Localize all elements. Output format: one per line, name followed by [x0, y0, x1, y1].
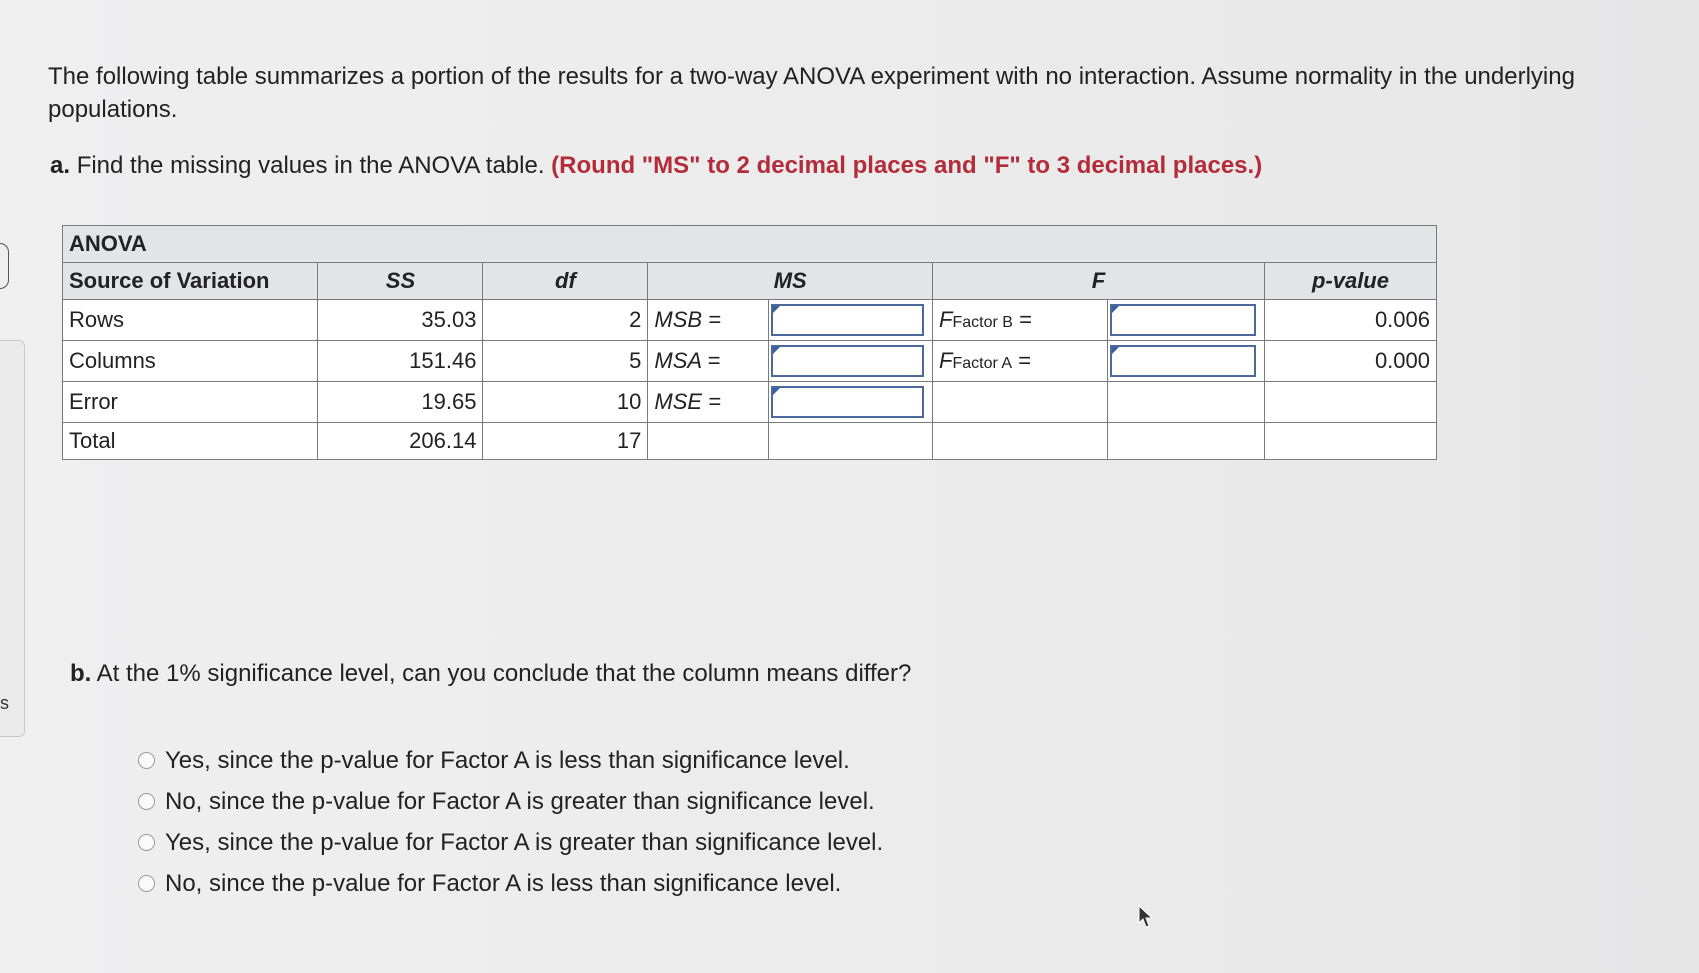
row-ss: 151.46	[318, 341, 483, 382]
empty-cell	[1108, 423, 1265, 460]
row-df: 5	[483, 341, 648, 382]
empty-cell	[933, 423, 1108, 460]
row-source: Total	[63, 423, 318, 460]
part-a-text: Find the missing values in the ANOVA table.	[76, 152, 545, 179]
f-factor-b-label: FFactor B =	[933, 300, 1108, 341]
header-f: F	[933, 263, 1265, 300]
radio-button[interactable]	[138, 834, 155, 851]
f-factor-a-label: FFactor A =	[933, 341, 1108, 382]
header-ss: SS	[318, 263, 483, 300]
table-header-row	[63, 263, 1437, 300]
empty-cell	[769, 423, 933, 460]
answer-option-label: No, since the p-value for Factor A is greater than significance level.	[165, 787, 875, 815]
row-p-value: 0.000	[1264, 341, 1436, 382]
empty-cell	[1264, 382, 1436, 423]
header-source: Source of Variation	[63, 263, 318, 300]
mouse-pointer-icon	[1138, 905, 1156, 929]
table-row-rows	[63, 300, 1437, 341]
anova-table	[62, 225, 1437, 460]
table-row-total	[63, 423, 1437, 460]
row-df: 17	[483, 423, 648, 460]
row-df: 10	[483, 382, 648, 423]
part-a-label: a.	[50, 152, 71, 179]
answer-option[interactable]	[138, 863, 883, 904]
row-source: Rows	[63, 300, 318, 341]
table-title-row	[63, 226, 1437, 263]
f-factor-b-input[interactable]	[1110, 304, 1256, 336]
answer-option-label: Yes, since the p-value for Factor A is less than significance level.	[165, 746, 850, 774]
table-row-columns	[63, 341, 1437, 382]
mse-input[interactable]	[771, 386, 924, 418]
answer-option[interactable]	[138, 740, 883, 781]
row-source: Columns	[63, 341, 318, 382]
msb-label: MSB =	[648, 300, 769, 341]
msa-label: MSA =	[648, 341, 769, 382]
row-ss: 206.14	[318, 423, 483, 460]
header-p-value: p-value	[1264, 263, 1436, 300]
table-title: ANOVA	[63, 226, 1437, 263]
row-df: 2	[483, 300, 648, 341]
table-row-error	[63, 382, 1437, 423]
answer-option[interactable]	[138, 781, 883, 822]
left-tab-letter: s	[0, 693, 9, 713]
radio-button[interactable]	[138, 752, 155, 769]
header-df: df	[483, 263, 648, 300]
empty-cell	[933, 382, 1108, 423]
part-b-label: b.	[70, 660, 92, 687]
empty-cell	[1108, 382, 1265, 423]
question-intro: The following table summarizes a portion of the results for a two-way ANOVA experiment with no interaction. Assume normality in the underlying populations.	[48, 63, 1575, 123]
part-b-prompt	[70, 660, 911, 688]
answer-options	[138, 740, 883, 904]
part-a-rounding: (Round "MS" to 2 decimal places and "F" to 3 decimal places.)	[551, 152, 1263, 179]
row-p-value: 0.006	[1264, 300, 1436, 341]
empty-cell	[648, 423, 769, 460]
row-source: Error	[63, 382, 318, 423]
radio-button[interactable]	[138, 875, 155, 892]
empty-cell	[1264, 423, 1436, 460]
msa-input[interactable]	[771, 345, 924, 377]
part-a-prompt	[50, 152, 1262, 180]
answer-option-label: Yes, since the p-value for Factor A is greater than significance level.	[165, 828, 884, 856]
radio-button[interactable]	[138, 793, 155, 810]
f-factor-a-input[interactable]	[1110, 345, 1256, 377]
answer-option-label: No, since the p-value for Factor A is less than significance level.	[165, 869, 842, 897]
row-ss: 35.03	[318, 300, 483, 341]
left-side-tab[interactable]	[0, 340, 25, 737]
row-ss: 19.65	[318, 382, 483, 423]
part-b-text: At the 1% significance level, can you conclude that the column means differ?	[96, 660, 912, 687]
answer-option[interactable]	[138, 822, 883, 863]
left-tab-handle[interactable]	[0, 243, 9, 289]
header-ms: MS	[648, 263, 933, 300]
mse-label: MSE =	[648, 382, 769, 423]
msb-input[interactable]	[771, 304, 924, 336]
